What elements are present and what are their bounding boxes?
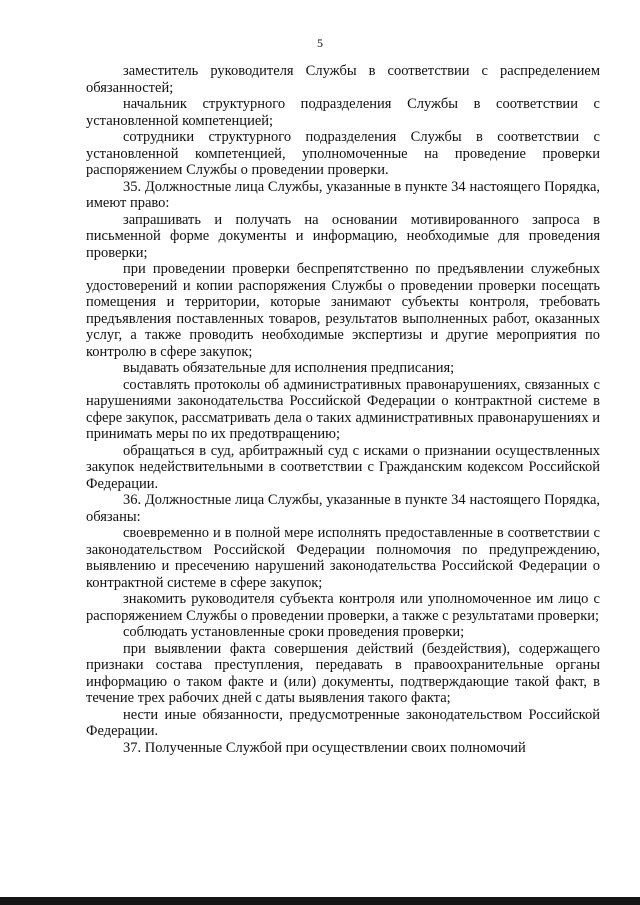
paragraph: своевременно и в полной мере исполнять предоставленные в соответствии с законодательством Российской Федерации полномочия по предупреждению, выявлению и пресечению нарушений законодательства Российской Федерации о контрактной системе в сфере закупок; [86, 525, 600, 591]
paragraph: соблюдать установленные сроки проведения проверки; [123, 624, 465, 640]
paragraph: сотрудники структурного подразделения Службы в соответствии с установленной компетенцией, уполномоченные на проведение проверки распоряжением Службы о проведении проверки. [86, 129, 600, 178]
paragraph: начальник структурного подразделения Службы в соответствии с установленной компетенцией; [86, 96, 600, 129]
paragraph: выдавать обязательные для исполнения предписания; [123, 360, 455, 376]
paragraph: заместитель руководителя Службы в соответствии с распределением обязанностей; [86, 63, 600, 96]
paragraph: 35. Должностные лица Службы, указанные в пункте 34 настоящего Порядка, имеют право: [86, 178, 600, 211]
paragraph: 37. Полученные Службой при осуществлении своих полномочий [123, 739, 526, 756]
paragraph: знакомить руководителя субъекта контроля или уполномоченное им лицо с распоряжением Службы о проведении проверки, а также с результатами проверки; [86, 591, 600, 624]
page-number: 5 [317, 36, 323, 50]
paragraph: запрашивать и получать на основании мотивированного запроса в письменной форме документы и информацию, необходимые для проведения проверки; [86, 211, 600, 261]
paragraph: составлять протоколы об административных правонарушениях, связанных с нарушениями законодательства Российской Федерации о контрактной системе в сфере закупок, рассматривать дела о таких административных правонарушениях и принимать меры по их предотвращению; [86, 376, 600, 442]
paragraph: 36. Должностные лица Службы, указанные в пункте 34 настоящего Порядка, обязаны: [86, 492, 600, 525]
paragraph: при проведении проверки беспрепятственно по предъявлении служебных удостоверений и копии распоряжения Службы о проведении проверки посещать помещения и территории, которые занимают субъекты контроля, требовать предъявления поставленных товаров, результатов выполненных работ, оказанных услуг, а также проводить необходимые экспертизы и другие мероприятия по контролю в сфере закупок; [86, 261, 600, 360]
paragraph: обращаться в суд, арбитражный суд с исками о признании осуществленных закупок недействительными в соответствии с Гражданским кодексом Российской Федерации. [86, 442, 600, 492]
document-body [86, 63, 600, 756]
paragraph: при выявлении факта совершения действий (бездействия), содержащего признаки состава преступления, передавать в правоохранительные органы информацию о таком факте и (или) документы, подтверждающие такой факт, в течение трех рабочих дней с даты выявления такого факта; [86, 640, 600, 706]
paragraph: нести иные обязанности, предусмотренные законодательством Российской Федерации. [86, 706, 600, 739]
scan-bottom-edge [0, 897, 640, 905]
